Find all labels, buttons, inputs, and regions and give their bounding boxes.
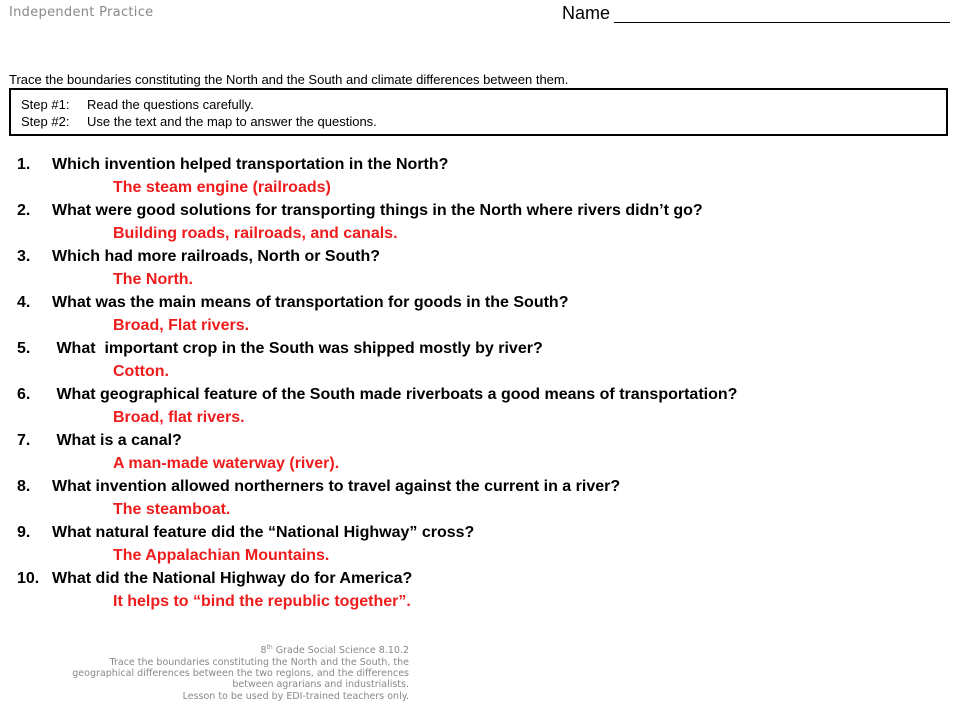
question	[17, 153, 952, 176]
answer-text: It helps to “bind the republic together”.	[113, 593, 411, 610]
answer-text: Broad, Flat rivers.	[113, 317, 250, 334]
step-text: Use the text and the map to answer the questions.	[87, 114, 377, 129]
footer-line: Lesson to be used by EDI-trained teachers only.	[182, 690, 409, 702]
question	[17, 475, 952, 498]
answer-text: The Appalachian Mountains.	[113, 547, 330, 564]
grade-ordinal: th	[266, 644, 273, 651]
question-text: What geographical feature of the South made riverboats a good means of transportation?	[52, 386, 738, 403]
grade-number: 8	[260, 645, 267, 657]
question-number: 3.	[17, 248, 31, 265]
answer-text: Cotton.	[113, 363, 169, 380]
step-row	[21, 96, 946, 113]
question	[17, 567, 952, 590]
question-text: What important crop in the South was shipped mostly by river?	[52, 340, 543, 357]
question	[17, 521, 952, 544]
footer-grade-line	[0, 642, 409, 657]
footer-line: between agrarians and industrialists.	[232, 679, 409, 691]
question-text: What was the main means of transportation for goods in the South?	[52, 294, 569, 311]
question-number: 9.	[17, 524, 31, 541]
question	[17, 291, 952, 314]
question-list	[17, 153, 952, 613]
question-number: 8.	[17, 478, 31, 495]
question-text: What did the National Highway do for America?	[52, 570, 413, 587]
footer-line: geographical differences between the two regions, and the differences	[72, 667, 409, 679]
question	[17, 429, 952, 452]
name-label: Name	[562, 3, 611, 23]
question-text: What is a canal?	[52, 432, 182, 449]
question-text: Which invention helped transportation in the North?	[52, 156, 449, 173]
answer-text: The steam engine (railroads)	[113, 179, 331, 196]
footer-line: Trace the boundaries constituting the North and the South, the	[109, 656, 409, 668]
question-text: Which had more railroads, North or South?	[52, 248, 381, 265]
step-number: Step #1:	[21, 97, 70, 112]
question-text: What natural feature did the “National Highway” cross?	[52, 524, 475, 541]
answer-text: Broad, flat rivers.	[113, 409, 245, 426]
question-number: 10.	[17, 570, 40, 587]
question	[17, 383, 952, 406]
question-number: 6.	[17, 386, 31, 403]
answer-text: The North.	[113, 271, 193, 288]
step-row	[21, 113, 946, 130]
question-number: 1.	[17, 156, 31, 173]
answer-text: A man-made waterway (river).	[113, 455, 340, 472]
question-number: 5.	[17, 340, 31, 357]
step-number: Step #2:	[21, 114, 70, 129]
section-label: Independent Practice	[9, 5, 154, 20]
answer-text: Building roads, railroads, and canals.	[113, 225, 398, 242]
question	[17, 199, 952, 222]
answer-text: The steamboat.	[113, 501, 231, 518]
question-number: 7.	[17, 432, 31, 449]
footer-standard	[0, 642, 409, 702]
question	[17, 337, 952, 360]
question-number: 2.	[17, 202, 31, 219]
question-number: 4.	[17, 294, 31, 311]
name-blank-line[interactable]	[614, 22, 950, 23]
step-text: Read the questions carefully.	[87, 97, 254, 112]
question	[17, 245, 952, 268]
question-text: What invention allowed northerners to travel against the current in a river?	[52, 478, 621, 495]
steps-box	[9, 88, 948, 136]
grade-standard: Grade Social Science 8.10.2	[272, 645, 409, 657]
question-text: What were good solutions for transporting things in the North where rivers didn’t go?	[52, 202, 703, 219]
lesson-objective: Trace the boundaries constituting the North and the South and climate differences between them.	[9, 72, 569, 87]
